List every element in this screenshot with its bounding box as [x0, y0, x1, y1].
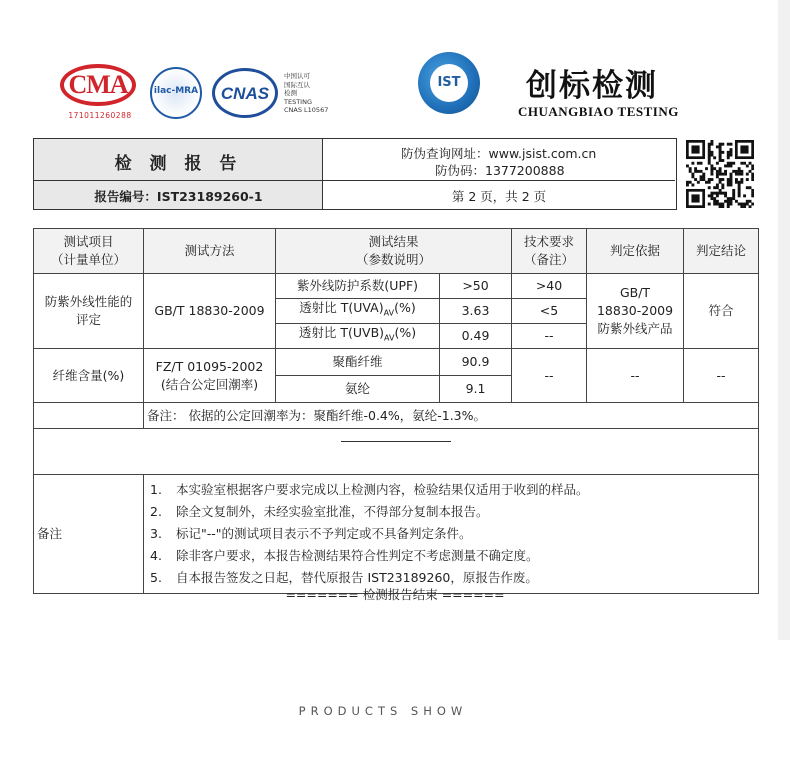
note-text: 除非客户要求，本报告检测结果符合性判定不考虑测量不确定度。: [176, 548, 539, 563]
note-text: 除全文复制外，未经实验室批准，不得部分复制本报告。: [176, 504, 489, 519]
blank-row: [34, 429, 759, 475]
header-method: 测试方法: [144, 229, 276, 274]
uv-param-tail: (%): [394, 300, 416, 316]
fiber-item: 纤维含量(%): [34, 349, 144, 403]
cnas-line: CNAS L10567: [284, 106, 329, 115]
fiber-note-spacer: [34, 403, 144, 429]
report-end-marker: ======= 检测报告结束 ======: [285, 587, 505, 602]
fiber-value: 9.1: [440, 376, 512, 403]
header-item-line: （计量单位）: [50, 252, 126, 267]
fiber-basis: --: [587, 349, 684, 403]
uv-basis-line: 防紫外线产品: [597, 321, 673, 336]
note-text: 本实验室根据客户要求完成以上检测内容，检验结果仅适用于收到的样品。: [176, 482, 589, 497]
cma-number: 171011260288: [68, 111, 132, 120]
fiber-note: 备注： 依据的公定回潮率为：聚酯纤维-0.4%，氨纶-1.3%。: [144, 403, 759, 429]
ilac-text: ilac-MRA: [153, 86, 199, 96]
note-number: 3.: [150, 526, 162, 541]
note-text: 自本报告签发之日起，替代原报告 IST23189260，原报告作废。: [176, 570, 538, 585]
uv-param: [276, 324, 440, 349]
verify-site: 防伪查询网址：www.jsist.com.cn: [401, 146, 597, 161]
header-basis: 判定依据: [587, 229, 684, 274]
products-show-caption: PRODUCTS SHOW: [298, 704, 468, 718]
cnas-line: 检测: [284, 89, 297, 98]
page-info-cell: [323, 181, 675, 209]
uv-method: GB/T 18830-2009: [144, 274, 276, 349]
header-requirement: [512, 229, 587, 274]
notes-row: [34, 475, 759, 594]
fiber-value: 90.9: [440, 349, 512, 376]
header-result: [276, 229, 512, 274]
note-number: 2.: [150, 504, 162, 519]
table-row: [34, 349, 759, 376]
divider-line: [341, 441, 451, 442]
ist-logo-text: IST: [437, 75, 461, 90]
note-item: [150, 501, 752, 523]
table-header-row: [34, 229, 759, 274]
notes-list: [144, 475, 759, 594]
table-row: [34, 403, 759, 429]
table-row: [34, 274, 759, 299]
header-conclusion: 判定结论: [684, 229, 759, 274]
qr-code-graphic: [686, 140, 754, 208]
fiber-param: 聚酯纤维: [276, 349, 440, 376]
uv-basis: [587, 274, 684, 349]
cma-logo: [60, 64, 140, 120]
report-title-cell: [34, 139, 323, 181]
qr-code[interactable]: [686, 140, 754, 208]
note-number: 1.: [150, 482, 162, 497]
verify-cell: [323, 139, 675, 181]
uv-param: 紫外线防护系数(UPF): [276, 274, 440, 299]
note-item: [150, 479, 752, 501]
cnas-line: TESTING: [284, 97, 312, 106]
uv-basis-line: GB/T: [619, 285, 651, 300]
note-item: [150, 545, 752, 567]
fiber-method: [144, 349, 276, 403]
ist-logo-inner: [430, 64, 468, 102]
uv-param-main: 透射比 T(UVA): [299, 300, 384, 316]
header-req-line: 技术要求: [524, 234, 575, 249]
fiber-req: --: [512, 349, 587, 403]
cnas-line: 中国认可: [284, 72, 310, 80]
uv-req: >40: [512, 274, 587, 299]
page-info: 第 2 页，共 2 页: [451, 189, 547, 204]
header-item-line: 测试项目: [63, 234, 114, 249]
note-text: 标记"--"的测试项目表示不予判定或不具备判定条件。: [176, 526, 472, 541]
uv-item-line: 防紫外线性能的: [44, 294, 133, 309]
report-number: 报告编号：IST23189260-1: [94, 189, 263, 204]
uv-param-sub: AV: [383, 308, 395, 318]
uv-param-sub: AV: [384, 333, 395, 343]
notes-label: 备注: [34, 475, 144, 594]
results-table: [33, 228, 759, 594]
uv-value: 0.49: [440, 324, 512, 349]
page-edge: [778, 0, 790, 640]
uv-item: [34, 274, 144, 349]
report-header-box: [33, 138, 677, 210]
note-number: 4.: [150, 548, 162, 563]
header-result-line: （参数说明）: [356, 252, 432, 267]
uv-basis-line: 18830-2009: [596, 303, 674, 318]
fiber-method-line: (结合公定回潮率): [160, 376, 259, 392]
report-title: 检 测 报 告: [114, 154, 243, 174]
header-result-line: 测试结果: [368, 234, 419, 249]
uv-item-line: 评定: [75, 312, 101, 327]
cnas-logo: [212, 68, 278, 118]
brand-name-en: CHUANGBIAO TESTING: [518, 104, 679, 119]
uv-value: >50: [440, 274, 512, 299]
verify-code: 防伪码：1377200888: [435, 163, 565, 178]
ilac-mra-logo: [150, 67, 202, 119]
header-item: [34, 229, 144, 274]
brand-name-cn: 创标检测: [526, 68, 658, 104]
uv-conclusion: 符合: [684, 274, 759, 349]
cma-text: CMA: [68, 70, 128, 99]
uv-param-main: 透射比 T(UVB): [298, 325, 385, 341]
header-req-line: （备注）: [524, 252, 575, 267]
fiber-param: 氨纶: [276, 376, 440, 403]
cnas-text: CNAS: [220, 84, 270, 103]
report-number-cell: [34, 181, 323, 209]
table-row: [34, 429, 759, 475]
uv-value: 3.63: [440, 299, 512, 324]
uv-req: <5: [512, 299, 587, 324]
fiber-method-line: FZ/T 01095-2002: [155, 358, 264, 374]
note-number: 5.: [150, 570, 162, 585]
ist-logo: [418, 52, 480, 114]
uv-req: --: [512, 324, 587, 349]
cnas-caption: [284, 72, 328, 115]
note-item: [150, 523, 752, 545]
uv-param: [276, 299, 440, 324]
cnas-line: 国际互认: [284, 80, 310, 89]
fiber-conclusion: --: [684, 349, 759, 403]
uv-param-tail: (%): [394, 325, 417, 341]
